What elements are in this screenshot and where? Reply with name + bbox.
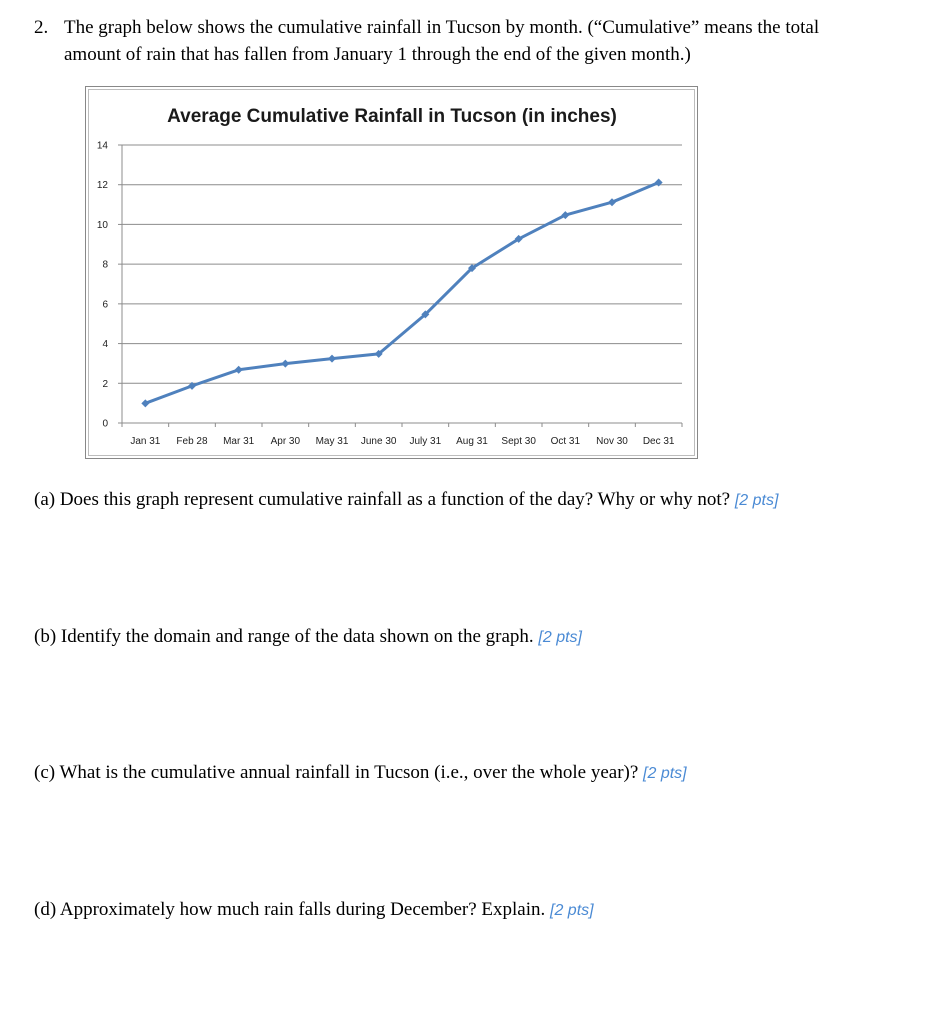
chart-title: Average Cumulative Rainfall in Tucson (in inches) (167, 106, 617, 127)
chart-series (141, 179, 662, 408)
x-tick-label-7: Aug 31 (456, 436, 488, 447)
chart-axes (118, 145, 682, 427)
chart-y-tick-labels (97, 141, 109, 430)
x-tick-label-9: Oct 31 (550, 436, 581, 447)
chart-grid (122, 145, 682, 383)
question-text-line1: The graph below shows the cumulative rainfall in Tucson by month. (“Cumulative” means the total (64, 17, 820, 38)
part-a (34, 488, 778, 513)
question-intro (34, 14, 904, 68)
y-tick-label-0: 0 (102, 418, 108, 430)
part-c (34, 761, 687, 786)
question-number: 2. (34, 17, 49, 38)
x-tick-label-0: Jan 31 (130, 436, 161, 447)
chart-svg (86, 87, 697, 458)
y-tick-label-2: 2 (102, 378, 108, 390)
x-tick-label-1: Feb 28 (176, 436, 208, 447)
part-d (34, 898, 594, 923)
part-a-points: [2 pts] (734, 492, 779, 509)
part-a-text: (a) Does this graph represent cumulative rainfall as a function of the day? Why or why not? (34, 489, 731, 510)
y-tick-label-4: 4 (102, 339, 108, 351)
data-point-0 (141, 399, 149, 407)
part-b-text: (b) Identify the domain and range of the data shown on the graph. (34, 626, 534, 647)
x-tick-label-2: Mar 31 (223, 436, 255, 447)
chart-x-tick-labels (130, 436, 675, 447)
x-tick-label-11: Dec 31 (642, 436, 675, 447)
y-tick-label-8: 8 (102, 259, 108, 271)
part-b (34, 625, 582, 650)
part-d-text: (d) Approximately how much rain falls during December? Explain. (34, 899, 546, 920)
part-d-points: [2 pts] (550, 902, 594, 919)
series-line-0 (145, 183, 658, 404)
data-point-3 (281, 360, 289, 368)
y-tick-label-6: 6 (102, 299, 108, 311)
y-tick-label-10: 10 (96, 219, 108, 231)
x-tick-label-5: June 30 (360, 436, 397, 447)
x-tick-label-8: Sept 30 (501, 436, 536, 447)
data-point-2 (235, 366, 243, 374)
x-tick-label-6: July 31 (409, 436, 442, 447)
x-tick-label-3: Apr 30 (270, 436, 301, 447)
question-text-line2: amount of rain that has fallen from January 1 through the end of the given month.) (64, 44, 691, 65)
x-tick-label-10: Nov 30 (596, 436, 628, 447)
part-b-points: [2 pts] (538, 629, 582, 646)
x-tick-label-4: May 31 (315, 436, 349, 447)
y-tick-label-12: 12 (96, 180, 108, 192)
rainfall-chart (85, 86, 698, 459)
y-tick-label-14: 14 (96, 140, 108, 152)
part-c-points: [2 pts] (643, 765, 687, 782)
part-c-text: (c) What is the cumulative annual rainfall in Tucson (i.e., over the whole year)? (34, 762, 639, 783)
data-point-4 (328, 355, 336, 363)
